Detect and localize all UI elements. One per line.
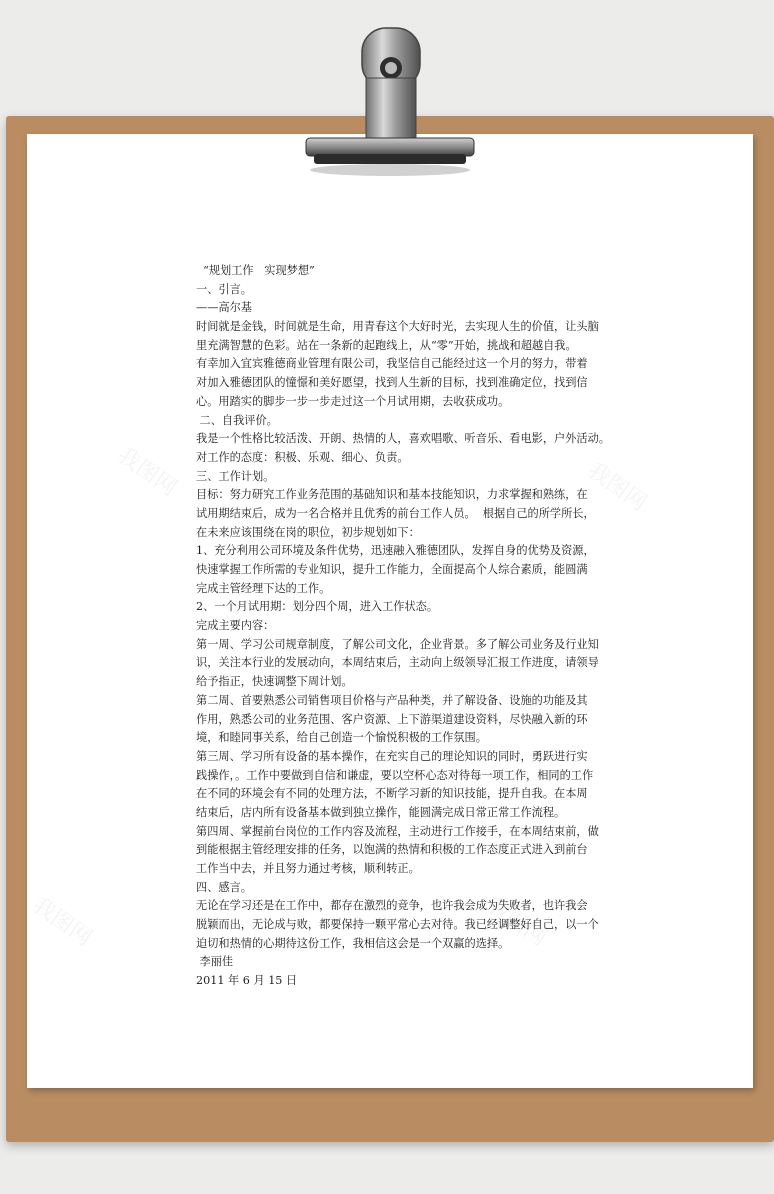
document-line: 给予指正，快速调整下周计划。 — [196, 675, 353, 689]
document-line: 里充满智慧的色彩。站在一条新的起跑线上，从“零”开始，挑战和超越自我。 — [196, 338, 577, 352]
document-body — [196, 262, 610, 991]
watermark: 我图网 — [27, 892, 97, 952]
document-line: 第四周、掌握前台岗位的工作内容及流程，主动进行工作接手，在本周结束前，做 — [196, 824, 599, 838]
document-line: 快速掌握工作所需的专业知识，提升工作能力，全面提高个人综合素质，能圆满 — [196, 563, 588, 576]
document-line: 境，和睦同事关系，给自己创造一个愉悦积极的工作氛围。 — [196, 731, 487, 745]
document-line: 目标：努力研究工作业务范围的基础知识和基本技能知识，力求掌握和熟练，在 — [196, 488, 588, 502]
document-line: 践操作，。工作中要做到自信和谦虚，要以空杯心态对待每一项工作，相同的工作 — [196, 768, 594, 782]
document-line: 在未来应该围绕在岗的职位，初步规划如下： — [196, 525, 420, 539]
document-line: 识，关注本行业的发展动向，本周结束后，主动向上级领导汇报工作进度，请领导 — [196, 656, 599, 670]
document-line: 在不同的环境会有不同的处理方法，不断学习新的知识技能，提升自我。在本周 — [196, 787, 588, 801]
document-line: 心。用踏实的脚步一步一步走过这一个月试用期，去收获成功。 — [196, 394, 510, 408]
document-line: 四、感言。 — [196, 880, 252, 894]
document-line: 脱颖而出，无论成与败，都要保持一颗平常心去对待。我已经调整好自己，以一个 — [196, 918, 599, 932]
document-line: 2、一个月试用期：划分四个周，进入工作状态。 — [196, 600, 439, 614]
document-line: 对工作的态度：积极、乐观、细心、负责。 — [196, 450, 409, 464]
document-line: 工作当中去，并且努力通过考核，顺利转正。 — [196, 862, 420, 875]
document-line: 二、自我评价。 — [196, 413, 278, 427]
document-line: 完成主要内容： — [196, 619, 275, 633]
document-line: 时间就是金钱，时间就是生命，用青春这个大好时光，去实现人生的价值，让头脑 — [196, 320, 599, 334]
document-line: 有幸加入宜宾雅德商业管理有限公司，我坚信自己能经过这一个月的努力，带着 — [196, 357, 588, 371]
document-line: “规划工作 实现梦想” — [196, 264, 315, 277]
document-line: 完成主管经理下达的工作。 — [196, 581, 331, 595]
document-line: 试用期结束后，成为一名合格并且优秀的前台工作人员。 根据自己的所学所长， — [196, 506, 595, 520]
document-line: 作用，熟悉公司的业务范围、客户资源、上下游渠道建设资料，尽快融入新的环 — [196, 712, 588, 726]
document-line: 第一周、学习公司规章制度，了解公司文化，企业背景。多了解公司业务及行业知 — [196, 637, 599, 651]
document-line: 一、引言。 — [196, 282, 252, 296]
document-line: ——高尔基 — [196, 301, 252, 315]
document-line: 我是一个性格比较活泼、开朗、热情的人，喜欢唱歌、听音乐、看电影，户外活动。 — [196, 432, 610, 446]
document-line: 迫切和热情的心期待这份工作，我相信这会是一个双赢的选择。 — [196, 936, 510, 950]
document-line: 三、工作计划。 — [196, 469, 275, 483]
document-line: 2011 年 6 月 15 日 — [196, 974, 298, 988]
document-line: 第二周、首要熟悉公司销售项目价格与产品种类，并了解设备、设施的功能及其 — [196, 693, 588, 707]
document-line: 李丽佳 — [196, 955, 234, 969]
document-line: 到能根据主管经理安排的任务，以饱满的热情和积极的工作态度正式进入到前台 — [196, 843, 588, 857]
watermark: 我图网 — [112, 442, 182, 502]
binder-clip-icon — [300, 20, 480, 180]
document-line: 1、充分利用公司环境及条件优势，迅速融入雅德团队，发挥自身的优势及资源， — [196, 544, 595, 558]
document-line: 无论在学习还是在工作中，都存在激烈的竞争，也许我会成为失败者，也许我会 — [196, 899, 588, 913]
document-line: 对加入雅德团队的憧憬和美好愿望，找到人生新的目标，找到准确定位，找到信 — [196, 376, 588, 390]
watermark: 我图网 — [482, 892, 552, 952]
watermark: 我图网 — [582, 457, 652, 517]
document-line: 结束后，店内所有设备基本做到独立操作，能圆满完成日常正常工作流程。 — [196, 805, 566, 819]
document-line: 第三周、学习所有设备的基本操作，在充实自己的理论知识的同时，勇跃进行实 — [196, 749, 588, 763]
